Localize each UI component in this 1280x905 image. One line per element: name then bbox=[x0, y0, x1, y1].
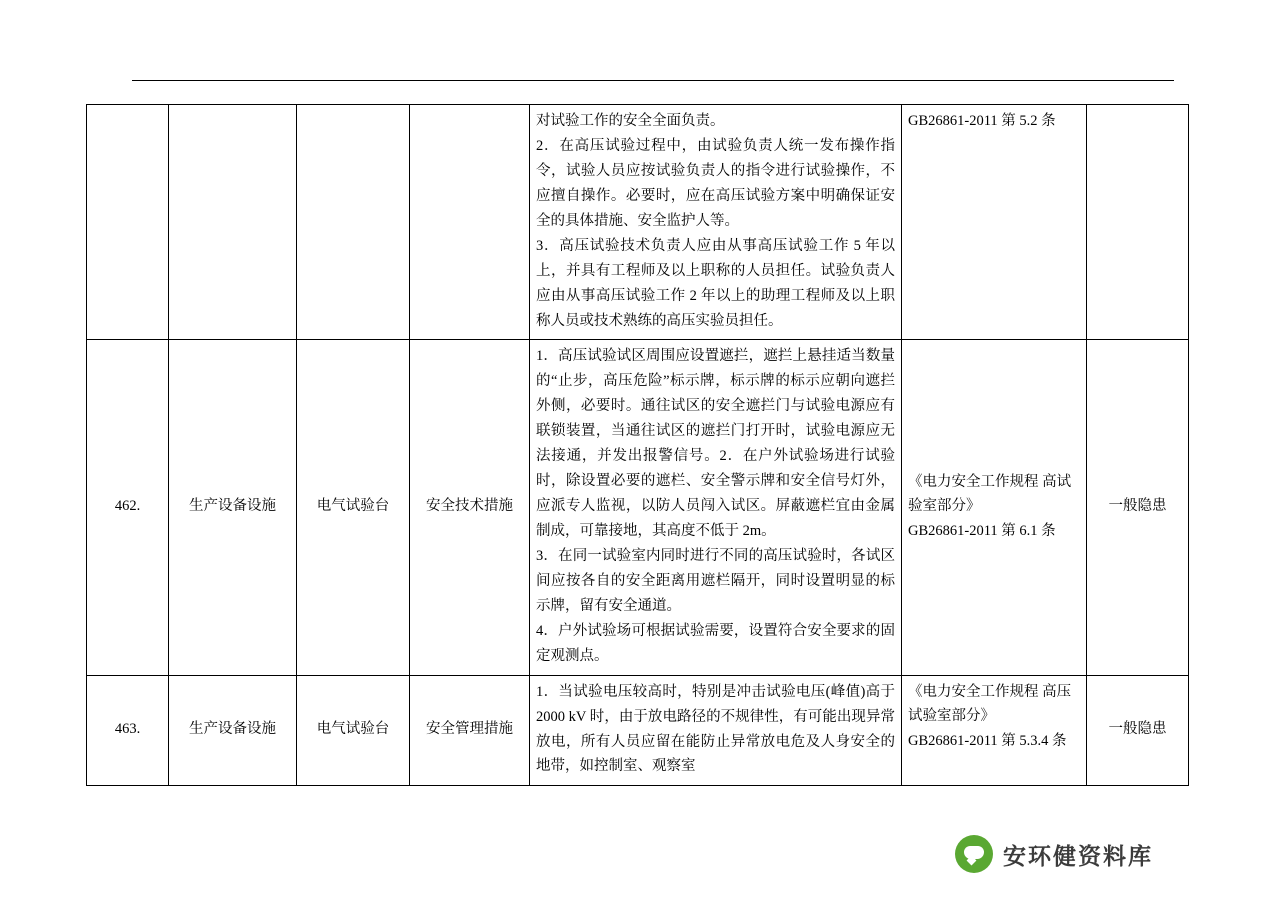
reference-line: GB26861-2011 第 6.1 条 bbox=[908, 522, 1056, 539]
cell-no bbox=[87, 105, 169, 340]
hazard-table bbox=[86, 104, 1189, 786]
cell-object: 电气试验台 bbox=[297, 340, 410, 675]
reference-line: GB26861-2011 第 5.3.4 条 bbox=[908, 732, 1067, 749]
cell-category: 生产设备设施 bbox=[169, 675, 297, 786]
description-paragraph: 2．在高压试验过程中，由试验负责人统一发布操作指令，试验人员应按试验负责人的指令进行试验操作，不应擅自操作。必要时，应在高压试验方案中明确保证安全的具体措施、安全监护人等。 bbox=[536, 137, 895, 229]
cell-reference bbox=[902, 340, 1087, 675]
table-row bbox=[87, 105, 1189, 340]
cell-no: 463. bbox=[87, 675, 169, 786]
description-paragraph: 1．高压试验试区周围应设置遮拦，遮拦上悬挂适当数量的“止步，高压危险”标示牌，标示牌的标示应朝向遮拦外侧，必要时。通往试区的安全遮拦门与试验电源应有联锁装置，当通往试区的遮拦门打开时，试验电源应无法接通，并发出报警信号。2．在户外试验场进行试验时，除设置必要的遮栏、安全警示牌和安全信号灯外，应派专人监视，以防人员闯入试区。屏蔽遮栏宜由金属制成，可靠接地，其高度不低于 2m。 bbox=[536, 348, 895, 539]
cell-measure-type: 安全管理措施 bbox=[410, 675, 530, 786]
leaf-badge-icon bbox=[955, 835, 993, 873]
cell-category: 生产设备设施 bbox=[169, 340, 297, 675]
cell-reference bbox=[902, 105, 1087, 340]
cell-measure-type: 安全技术措施 bbox=[410, 340, 530, 675]
description-paragraph: 对试验工作的安全全面负责。 bbox=[536, 113, 725, 129]
cell-no: 462. bbox=[87, 340, 169, 675]
reference-line: GB26861-2011 第 5.2 条 bbox=[908, 113, 1056, 129]
reference-line: 《电力安全工作规程 高压试验室部分》 bbox=[908, 683, 1072, 725]
cell-object bbox=[297, 105, 410, 340]
cell-category bbox=[169, 105, 297, 340]
reference-line: 《电力安全工作规程 高试验室部分》 bbox=[908, 473, 1072, 515]
cell-description bbox=[530, 675, 902, 786]
description-paragraph: 3．在同一试验室内同时进行不同的高压试验时，各试区间应按各自的安全距离用遮栏隔开，同时设置明显的标示牌，留有安全通道。 bbox=[536, 547, 895, 614]
table-row bbox=[87, 340, 1189, 675]
cell-level bbox=[1087, 105, 1189, 340]
header-rule bbox=[132, 80, 1174, 81]
cell-description bbox=[530, 340, 902, 675]
cell-level: 一般隐患 bbox=[1087, 675, 1189, 786]
cell-level: 一般隐患 bbox=[1087, 340, 1189, 675]
description-paragraph: 3．高压试验技术负责人应由从事高压试验工作 5 年以上，并具有工程师及以上职称的人员担任。试验负责人应由从事高压试验工作 2 年以上的助理工程师及以上职称人员或技术熟练的高压实验员担任。 bbox=[536, 237, 895, 329]
watermark bbox=[955, 835, 1153, 873]
cell-description bbox=[530, 105, 902, 340]
cell-reference bbox=[902, 675, 1087, 786]
watermark-label: 安环健资料库 bbox=[1003, 843, 1153, 870]
cell-object: 电气试验台 bbox=[297, 675, 410, 786]
cell-measure-type bbox=[410, 105, 530, 340]
table-row bbox=[87, 675, 1189, 786]
description-paragraph: 4．户外试验场可根据试验需要，设置符合安全要求的固定观测点。 bbox=[536, 622, 895, 664]
description-paragraph: 1．当试验电压较高时，特别是冲击试验电压(峰值)高于 2000 kV 时，由于放电路径的不规律性，有可能出现异常放电，所有人员应留在能防止异常放电危及人身安全的地带，如控制室、观察室 bbox=[536, 683, 895, 775]
